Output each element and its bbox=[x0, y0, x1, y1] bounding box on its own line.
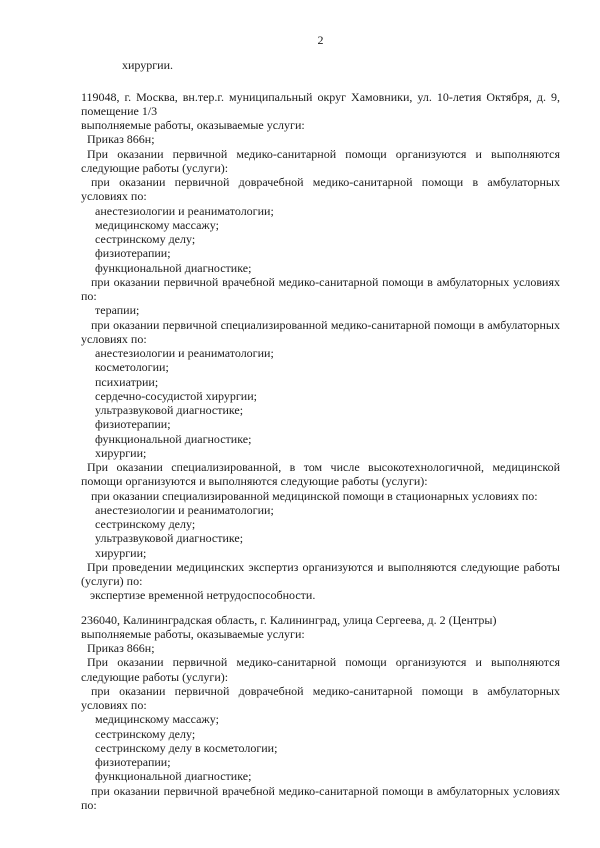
document-line: сестринскому делу в косметологии; bbox=[95, 740, 278, 755]
document-line: экспертизе временной нетрудоспособности. bbox=[90, 588, 316, 603]
document-line: терапии; bbox=[95, 303, 140, 318]
document-line: Приказ 866н; bbox=[87, 132, 155, 147]
document-line: сердечно-сосудистой хирургии; bbox=[95, 388, 257, 403]
document-line: сестринскому делу; bbox=[95, 517, 196, 531]
document-line: при оказании первичной доврачебной медико-санитарной помощи в амбулаторных условиях по: bbox=[81, 683, 560, 712]
document-line: функциональной диагностике; bbox=[95, 769, 252, 784]
carryover-text: хирургии. bbox=[122, 58, 174, 73]
location-block bbox=[81, 613, 560, 813]
document-line: физиотерапии; bbox=[95, 417, 171, 432]
document-line: Приказ 866н; bbox=[87, 641, 155, 655]
page-number: 2 bbox=[317, 33, 324, 47]
document-line: выполняемые работы, оказываемые услуги: bbox=[81, 118, 305, 132]
address-line: 119048, г. Москва, вн.тер.г. муниципальный округ Хамовники, ул. 10-летия Октября, д. 9, помещение 1/3 bbox=[81, 89, 560, 118]
document-line: при оказании первичной врачебной медико-санитарной помощи в амбулаторных условиях по: bbox=[81, 783, 560, 812]
document-line: функциональной диагностике; bbox=[95, 431, 252, 446]
document-line: при оказании специализированной медицинской помощи в стационарных условиях по: bbox=[91, 488, 538, 503]
document-line: психиатрии; bbox=[95, 374, 159, 389]
document-line: ультразвуковой диагностике; bbox=[95, 403, 244, 417]
document-line: медицинскому массажу; bbox=[95, 712, 219, 727]
document-line: При оказании первичной медико-санитарной помощи организуются и выполняются следующие работы (услуги): bbox=[81, 655, 560, 684]
document-line: хирургии; bbox=[95, 545, 147, 560]
document-line: физиотерапии; bbox=[95, 755, 171, 769]
document-line: сестринскому делу; bbox=[95, 726, 196, 741]
locations-container bbox=[81, 90, 560, 813]
document-line: при оказании первичной специализированной медико-санитарной помощи в амбулаторных условиях по: bbox=[81, 317, 560, 346]
document-line: При проведении медицинских экспертиз организуются и выполняются следующие работы (услуги) по: bbox=[81, 559, 560, 588]
address-line: 236040, Калининградская область, г. Калининград, улица Сергеева, д. 2 (Центры) bbox=[81, 612, 497, 627]
document-line: сестринскому делу; bbox=[95, 232, 196, 246]
document-line: косметологии; bbox=[95, 360, 169, 375]
document-line: хирургии; bbox=[95, 445, 147, 460]
document-line: функциональной диагностике; bbox=[95, 260, 252, 275]
document-line: при оказании первичной доврачебной медико-санитарной помощи в амбулаторных условиях по: bbox=[81, 175, 560, 204]
document-line: выполняемые работы, оказываемые услуги: bbox=[81, 626, 305, 641]
document-line: ультразвуковой диагностике; bbox=[95, 531, 244, 546]
document-line: анестезиологии и реаниматологии; bbox=[95, 502, 274, 517]
document-line: анестезиологии и реаниматологии; bbox=[95, 346, 274, 360]
document-line: При оказании специализированной, в том числе высокотехнологичной, медицинской помощи организуются и выполняются следующие работы (услуги): bbox=[81, 460, 560, 489]
document-line: анестезиологии и реаниматологии; bbox=[95, 203, 274, 218]
document-line: При оказании первичной медико-санитарной помощи организуются и выполняются следующие работы (услуги): bbox=[81, 146, 560, 175]
document-line: физиотерапии; bbox=[95, 246, 171, 261]
document-line: медицинскому массажу; bbox=[95, 217, 219, 232]
document-line: при оказании первичной врачебной медико-санитарной помощи в амбулаторных условиях по: bbox=[81, 274, 560, 303]
location-block bbox=[81, 90, 560, 603]
